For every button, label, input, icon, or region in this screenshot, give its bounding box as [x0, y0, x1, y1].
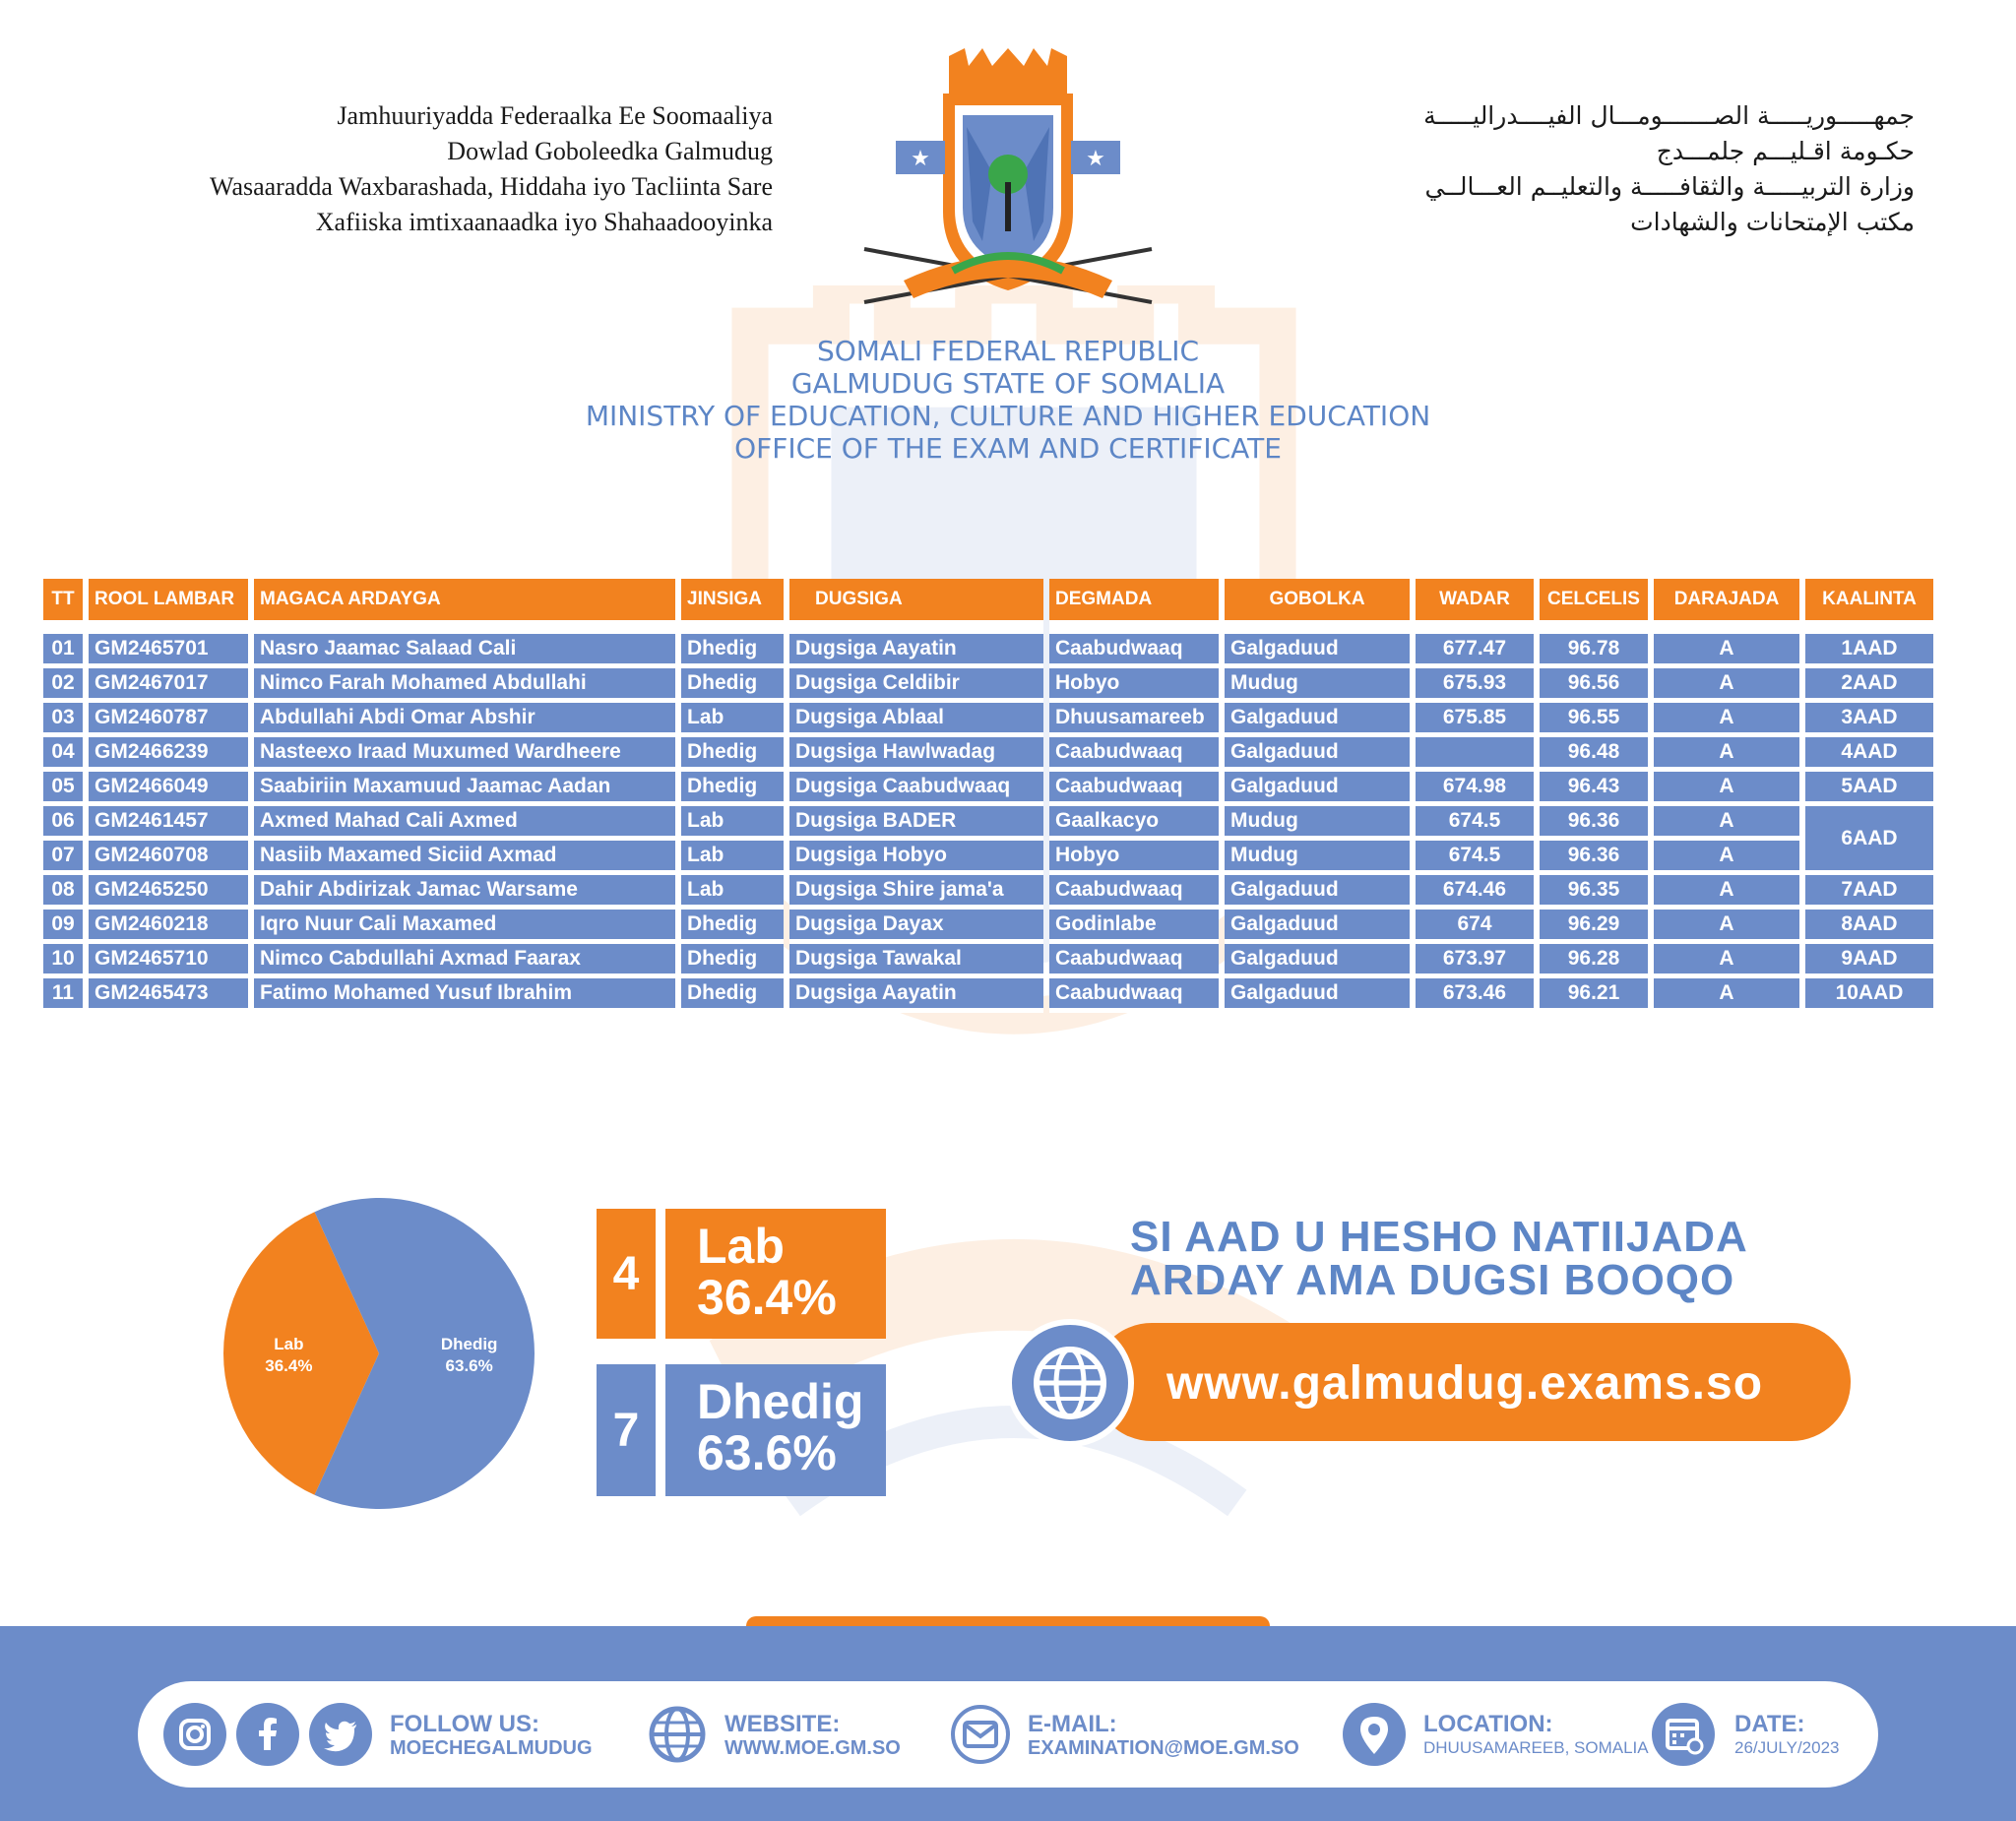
results-table — [37, 579, 1939, 1013]
cell-roll: GM2466049 — [89, 772, 248, 806]
cell-region: Mudug — [1225, 668, 1410, 703]
cell-name: Nimco Farah Mohamed Abdullahi — [254, 668, 675, 703]
gender-pie-chart — [217, 1191, 541, 1516]
cell-avg: 96.48 — [1540, 737, 1648, 772]
table-row — [43, 944, 1933, 978]
table-row — [43, 668, 1933, 703]
col-header-school: DUGSIGA — [789, 579, 1043, 634]
cell-name: Iqro Nuur Cali Maxamed — [254, 910, 675, 944]
location-title: LOCATION: — [1423, 1711, 1553, 1737]
cell-avg: 96.35 — [1540, 875, 1648, 910]
cell-tt: 08 — [43, 875, 83, 910]
cell-name: Saabiriin Maxamuud Jaamac Aadan — [254, 772, 675, 806]
cell-name: Axmed Mahad Cali Axmed — [254, 806, 675, 841]
header-somali-line: Xafiiska imtixaanaadka iyo Shahaadooyinka — [315, 208, 773, 236]
cell-district: Hobyo — [1049, 841, 1219, 875]
cell-school: Dugsiga Ablaal — [789, 703, 1043, 737]
cell-grade: A — [1654, 668, 1799, 703]
table-row — [43, 910, 1933, 944]
cell-district: Gaalkacyo — [1049, 806, 1219, 841]
cell-total: 674.46 — [1416, 875, 1534, 910]
cell-roll: GM2465701 — [89, 634, 248, 668]
table-row — [43, 703, 1933, 737]
cell-gender: Lab — [681, 703, 784, 737]
cell-grade: A — [1654, 944, 1799, 978]
email-address[interactable]: EXAMINATION@MOE.GM.SO — [1028, 1737, 1299, 1759]
cell-avg: 96.36 — [1540, 841, 1648, 875]
lab-count-box — [597, 1209, 656, 1339]
cell-district: Caabudwaaq — [1049, 772, 1219, 806]
website-link[interactable]: WWW.MOE.GM.SO — [724, 1737, 901, 1759]
cell-region: Galgaduud — [1225, 944, 1410, 978]
cell-rank: 9AAD — [1805, 944, 1933, 978]
header-arabic-text — [1265, 98, 1915, 240]
cta-heading — [1093, 1213, 1880, 1304]
cell-school: Dugsiga BADER — [789, 806, 1043, 841]
date-label — [1734, 1713, 1839, 1760]
cta-line: ARDAY AMA DUGSI BOOQO — [1130, 1256, 1735, 1304]
pie-label-category: Dhedig — [440, 1335, 498, 1353]
cell-name: Nasiib Maxamed Siciid Axmad — [254, 841, 675, 875]
cell-avg: 96.43 — [1540, 772, 1648, 806]
cell-rank: 6AAD — [1805, 806, 1933, 875]
coat-of-arms-logo — [845, 44, 1171, 320]
header-somali-line: Dowlad Goboleedka Galmudug — [447, 137, 773, 165]
col-header-average: CELCELIS — [1540, 579, 1648, 634]
cell-grade: A — [1654, 634, 1799, 668]
cell-avg: 96.36 — [1540, 806, 1648, 841]
table-row — [43, 978, 1933, 1013]
table-header-row — [43, 579, 1933, 634]
col-header-grade: DARAJADA — [1654, 579, 1799, 634]
cell-gender: Lab — [681, 806, 784, 841]
follow-us-title: FOLLOW US: — [390, 1711, 539, 1737]
email-icon — [949, 1703, 1012, 1766]
cell-district: Caabudwaaq — [1049, 978, 1219, 1013]
title-line: GALMUDUG STATE OF SOMALIA — [790, 367, 1226, 400]
date-value: 26/JULY/2023 — [1734, 1738, 1840, 1757]
cell-district: Hobyo — [1049, 668, 1219, 703]
cell-total: 674 — [1416, 910, 1534, 944]
cell-gender: Dhedig — [681, 737, 784, 772]
cell-school: Dugsiga Celdibir — [789, 668, 1043, 703]
header-arabic-line: جمهـــــوريـــــة الصـــــــومـــال الفيــــدراليـــــة — [1423, 101, 1915, 130]
cell-school: Dugsiga Hawlwadag — [789, 737, 1043, 772]
cell-roll: GM2460787 — [89, 703, 248, 737]
cell-grade: A — [1654, 910, 1799, 944]
cell-roll: GM2461457 — [89, 806, 248, 841]
cell-tt: 10 — [43, 944, 83, 978]
col-header-district: DEGMADA — [1049, 579, 1219, 634]
cell-roll: GM2465710 — [89, 944, 248, 978]
cell-grade: A — [1654, 875, 1799, 910]
cell-region: Galgaduud — [1225, 737, 1410, 772]
table-row — [43, 806, 1933, 841]
cell-school: Dugsiga Shire jama'a — [789, 875, 1043, 910]
cell-roll: GM2467017 — [89, 668, 248, 703]
cell-total: 674.5 — [1416, 806, 1534, 841]
cell-rank: 2AAD — [1805, 668, 1933, 703]
dhedig-percent: 63.6% — [697, 1425, 837, 1480]
cell-rank: 7AAD — [1805, 875, 1933, 910]
cell-district: Dhuusamareeb — [1049, 703, 1219, 737]
pie-label-percent: 63.6% — [445, 1356, 493, 1375]
title-line: MINISTRY OF EDUCATION, CULTURE AND HIGHER EDUCATION — [585, 400, 1431, 432]
col-header-rank: KAALINTA — [1805, 579, 1933, 634]
cell-total — [1416, 737, 1534, 772]
cell-school: Dugsiga Aayatin — [789, 634, 1043, 668]
cell-tt: 05 — [43, 772, 83, 806]
table-row — [43, 634, 1933, 668]
cell-roll: GM2465250 — [89, 875, 248, 910]
header-somali-line: Jamhuuriyadda Federaalka Ee Soomaaliya — [337, 101, 773, 130]
col-header-name: MAGACA ARDAYGA — [254, 579, 675, 634]
header-arabic-line: وزارة التربيـــــة والثقافـــــة والتعليــم العـــالــي — [1424, 172, 1915, 201]
cell-school: Dugsiga Dayax — [789, 910, 1043, 944]
cell-grade: A — [1654, 772, 1799, 806]
cell-district: Godinlabe — [1049, 910, 1219, 944]
cell-grade: A — [1654, 703, 1799, 737]
cell-roll: GM2460218 — [89, 910, 248, 944]
cell-grade: A — [1654, 978, 1799, 1013]
col-header-total: WADAR — [1416, 579, 1534, 634]
email-label — [1028, 1713, 1299, 1760]
title-line: OFFICE OF THE EXAM AND CERTIFICATE — [734, 432, 1282, 465]
cell-gender: Dhedig — [681, 668, 784, 703]
cell-total: 675.85 — [1416, 703, 1534, 737]
cell-rank: 4AAD — [1805, 737, 1933, 772]
cell-region: Galgaduud — [1225, 978, 1410, 1013]
header-somali-text — [98, 98, 773, 240]
calendar-icon — [1652, 1703, 1715, 1766]
cell-region: Galgaduud — [1225, 634, 1410, 668]
cell-region: Galgaduud — [1225, 772, 1410, 806]
title-line: SOMALI FEDERAL REPUBLIC — [816, 335, 1200, 367]
cell-school: Dugsiga Tawakal — [789, 944, 1043, 978]
cell-gender: Dhedig — [681, 978, 784, 1013]
cell-avg: 96.56 — [1540, 668, 1648, 703]
cell-gender: Dhedig — [681, 634, 784, 668]
cell-tt: 03 — [43, 703, 83, 737]
cell-region: Galgaduud — [1225, 910, 1410, 944]
table-row — [43, 875, 1933, 910]
dhedig-label: Dhedig — [697, 1374, 864, 1429]
website-title: WEBSITE: — [724, 1711, 841, 1737]
cell-tt: 07 — [43, 841, 83, 875]
svg-text:★: ★ — [911, 146, 930, 170]
cell-rank: 3AAD — [1805, 703, 1933, 737]
english-titles — [417, 335, 1599, 465]
dhedig-count-box — [597, 1364, 656, 1496]
cell-total: 674.98 — [1416, 772, 1534, 806]
cell-gender: Dhedig — [681, 910, 784, 944]
cell-avg: 96.21 — [1540, 978, 1648, 1013]
cell-district: Caabudwaaq — [1049, 944, 1219, 978]
col-header-roll: ROOL LAMBAR — [89, 579, 248, 634]
svg-text:★: ★ — [1086, 146, 1105, 170]
location-label — [1423, 1713, 1649, 1760]
cell-region: Mudug — [1225, 806, 1410, 841]
date-title: DATE: — [1734, 1711, 1805, 1737]
col-header-tt: TT — [43, 579, 83, 634]
cell-total: 677.47 — [1416, 634, 1534, 668]
cell-school: Dugsiga Hobyo — [789, 841, 1043, 875]
cell-avg: 96.55 — [1540, 703, 1648, 737]
cell-district: Caabudwaaq — [1049, 634, 1219, 668]
cell-grade: A — [1654, 806, 1799, 841]
cell-avg: 96.29 — [1540, 910, 1648, 944]
cell-gender: Dhedig — [681, 944, 784, 978]
table-row — [43, 737, 1933, 772]
cell-tt: 01 — [43, 634, 83, 668]
cell-grade: A — [1654, 841, 1799, 875]
cta-line: SI AAD U HESHO NATIIJADA — [1130, 1213, 1748, 1261]
lab-percent-box — [665, 1209, 886, 1339]
cell-total: 674.5 — [1416, 841, 1534, 875]
cell-gender: Lab — [681, 875, 784, 910]
cell-avg: 96.78 — [1540, 634, 1648, 668]
col-header-gender: JINSIGA — [681, 579, 784, 634]
cell-tt: 09 — [43, 910, 83, 944]
pie-label-percent: 36.4% — [265, 1356, 313, 1375]
location-value: DHUUSAMAREEB, SOMALIA — [1423, 1738, 1649, 1757]
cell-gender: Lab — [681, 841, 784, 875]
table-row — [43, 841, 1933, 875]
email-title: E-MAIL: — [1028, 1711, 1117, 1737]
instagram-icon[interactable] — [163, 1703, 226, 1766]
follow-us-label — [390, 1713, 593, 1760]
cell-rank: 8AAD — [1805, 910, 1933, 944]
cell-tt: 04 — [43, 737, 83, 772]
cell-region: Galgaduud — [1225, 703, 1410, 737]
results-url[interactable]: www.galmudug.exams.so — [1166, 1357, 1764, 1410]
website-globe-icon — [646, 1703, 709, 1766]
pie-label-category: Lab — [274, 1335, 304, 1353]
dhedig-percent-box — [665, 1364, 886, 1496]
col-header-region: GOBOLKA — [1225, 579, 1410, 634]
cell-name: Nimco Cabdullahi Axmad Faarax — [254, 944, 675, 978]
globe-icon — [1006, 1319, 1134, 1447]
header-somali-line: Wasaaradda Waxbarashada, Hiddaha iyo Tacliinta Sare — [209, 172, 773, 201]
website-label — [724, 1713, 901, 1760]
cell-tt: 02 — [43, 668, 83, 703]
cell-name: Fatimo Mohamed Yusuf Ibrahim — [254, 978, 675, 1013]
cell-total: 673.97 — [1416, 944, 1534, 978]
lab-label: Lab — [697, 1219, 785, 1274]
cell-total: 675.93 — [1416, 668, 1534, 703]
cell-district: Caabudwaaq — [1049, 737, 1219, 772]
cell-name: Dahir Abdirizak Jamac Warsame — [254, 875, 675, 910]
location-pin-icon — [1343, 1703, 1406, 1766]
facebook-icon[interactable] — [236, 1703, 299, 1766]
cell-name: Nasteexo Iraad Muxumed Wardheere — [254, 737, 675, 772]
table-row — [43, 772, 1933, 806]
header-arabic-line: مكتب الإمتحانات والشهادات — [1630, 208, 1915, 236]
lab-percent: 36.4% — [697, 1270, 837, 1325]
cell-region: Mudug — [1225, 841, 1410, 875]
cell-tt: 06 — [43, 806, 83, 841]
cell-rank: 1AAD — [1805, 634, 1933, 668]
cell-rank: 5AAD — [1805, 772, 1933, 806]
cell-grade: A — [1654, 737, 1799, 772]
cell-school: Dugsiga Aayatin — [789, 978, 1043, 1013]
cell-region: Galgaduud — [1225, 875, 1410, 910]
cell-tt: 11 — [43, 978, 83, 1013]
cell-roll: GM2460708 — [89, 841, 248, 875]
header-arabic-line: حكـومة اقـليـــم جلمـــدج — [1656, 137, 1915, 165]
cell-district: Caabudwaaq — [1049, 875, 1219, 910]
cell-gender: Dhedig — [681, 772, 784, 806]
lab-count: 4 — [612, 1247, 640, 1300]
cell-total: 673.46 — [1416, 978, 1534, 1013]
cell-name: Abdullahi Abdi Omar Abshir — [254, 703, 675, 737]
cell-avg: 96.28 — [1540, 944, 1648, 978]
cell-roll: GM2465473 — [89, 978, 248, 1013]
cell-school: Dugsiga Caabudwaaq — [789, 772, 1043, 806]
cell-name: Nasro Jaamac Salaad Cali — [254, 634, 675, 668]
dhedig-count: 7 — [612, 1404, 640, 1457]
follow-us-handle[interactable]: MOECHEGALMUDUG — [390, 1737, 593, 1759]
cell-rank: 10AAD — [1805, 978, 1933, 1013]
cell-roll: GM2466239 — [89, 737, 248, 772]
twitter-icon[interactable] — [309, 1703, 372, 1766]
